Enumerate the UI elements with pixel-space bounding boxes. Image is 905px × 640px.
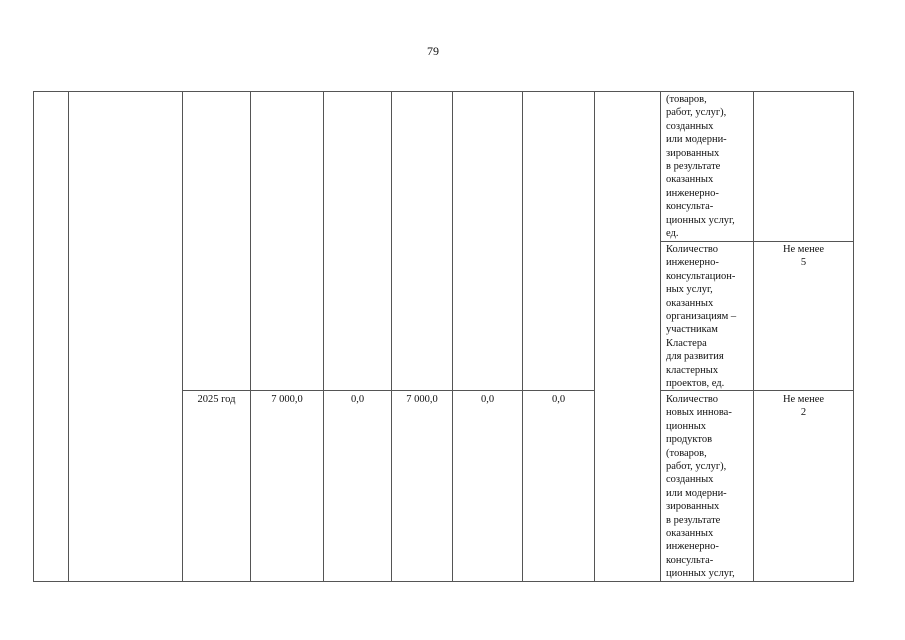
column-divider [594,91,595,582]
indicator-cell: (товаров, работ, услуг), созданных или модерни- зированных в результате оказанных инженерно- консульта- ционных услуг, ед. [666,94,735,240]
column-divider [182,91,183,582]
table-border-top [33,91,854,92]
year-cell: 2025 год [197,394,236,405]
column-divider [391,91,392,582]
value-cell [754,93,853,240]
other-cell: 0,0 [551,394,566,405]
data-table [33,91,854,582]
column-divider [68,91,69,582]
table-border-bottom [33,581,854,582]
column-divider [660,91,661,582]
row-divider [660,390,854,391]
table-border-left [33,91,34,582]
row-divider [182,390,594,391]
column-divider [452,91,453,582]
column-divider [323,91,324,582]
column-divider [522,91,523,582]
row-divider [660,241,854,242]
federal-cell: 0,0 [350,394,365,405]
page-number: 79 [427,44,439,58]
indicator-cell: Количество инженерно- консультацион- ных услуг, оказанных организациям – участникам Кластера для развития кластерных проектов, ед. [666,244,737,389]
table-border-right [853,91,854,582]
local-cell: 0,0 [480,394,495,405]
indicator-cell: Количество новых иннова- ционных продуктов (товаров, работ, услуг), созданных или модерни- зированных в результате оказанных инженерно- консульта- ционных услуг, [666,394,735,580]
total-cell: 7 000,0 [271,394,303,405]
value-cell: Не менее 2 [782,394,825,419]
value-cell: Не менее 5 [782,244,825,269]
column-divider [250,91,251,582]
regional-cell: 7 000,0 [406,394,438,405]
